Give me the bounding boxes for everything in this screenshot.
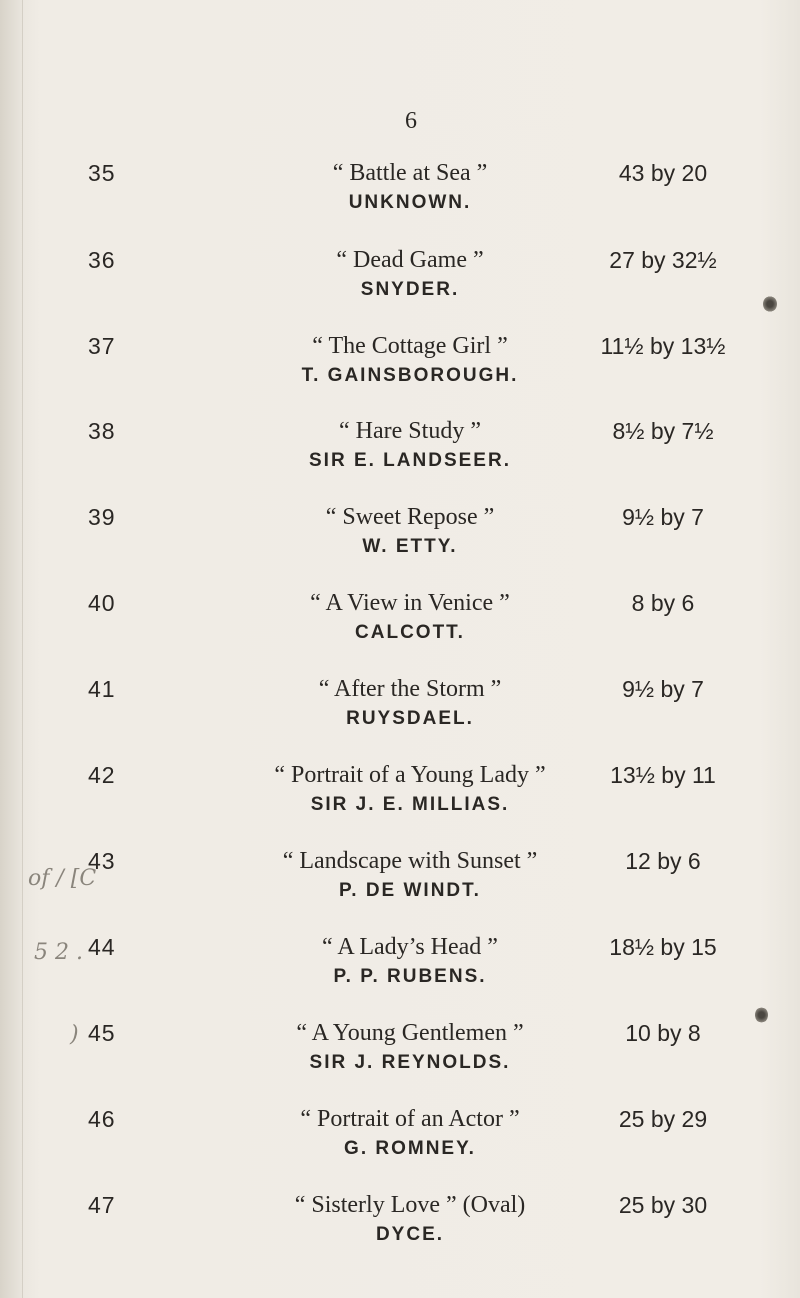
painting-size: 27 by 32½ [609,247,717,273]
painting-size: 12 by 6 [625,848,701,874]
lot-number: 47 [88,1192,116,1218]
catalogue-entry [0,1106,800,1186]
painting-title: “ A Young Gentlemen ” [296,1020,524,1046]
painting-title: “ Portrait of a Young Lady ” [274,762,546,788]
page-number: 6 [405,108,417,134]
artist-name: DYCE. [375,1224,445,1245]
lot-number: 44 [88,934,116,960]
lot-number: 37 [88,333,116,359]
ink-stain [763,296,777,312]
lot-number: 41 [88,676,116,702]
catalogue-entry [0,762,800,842]
catalogue-entry [0,247,800,327]
painting-title: “ A View in Venice ” [310,590,510,616]
lot-number: 38 [88,418,116,444]
artist-name: SIR E. LANDSEER. [309,450,511,471]
artist-name: CALCOTT. [355,622,465,643]
lot-number: 35 [88,160,116,186]
painting-size: 9½ by 7 [622,504,704,530]
artist-name: W. ETTY. [362,536,458,557]
catalogue-entry [0,504,800,584]
ink-stain [755,1007,768,1023]
lot-number: 45 [88,1020,116,1046]
lot-number: 43 [88,848,116,874]
painting-title: “ Sisterly Love ” (Oval) [294,1192,526,1218]
artist-name: P. P. RUBENS. [333,966,487,987]
lot-number: 36 [88,247,116,273]
artist-name: RUYSDAEL. [346,708,474,729]
lot-number: 46 [88,1106,116,1132]
lot-number: 42 [88,762,116,788]
catalogue-entry [0,418,800,498]
catalogue-entry [0,160,800,240]
lot-number: 40 [88,590,116,616]
catalogue-entry [0,848,800,928]
painting-size: 18½ by 15 [609,934,717,960]
artist-name: UNKNOWN. [348,192,472,213]
pencil-annotation: 5 2 . [34,940,83,965]
lot-number: 39 [88,504,116,530]
painting-size: 13½ by 11 [610,762,716,788]
catalogue-entry [0,333,800,413]
painting-size: 25 by 29 [618,1106,708,1132]
pencil-annotation: of / [C [28,866,97,891]
painting-title: “ Dead Game ” [336,247,484,273]
artist-name: SIR J. E. MILLIAS. [310,794,510,815]
painting-size: 8½ by 7½ [612,418,714,444]
artist-name: G. ROMNEY. [344,1138,476,1159]
painting-size: 9½ by 7 [622,676,704,702]
artist-name: SNYDER. [360,279,460,300]
catalogue-entry [0,1192,800,1272]
artist-name: T. GAINSBOROUGH. [301,365,519,386]
painting-title: “ Portrait of an Actor ” [300,1106,520,1132]
painting-size: 25 by 30 [618,1192,708,1218]
painting-title: “ Landscape with Sunset ” [282,848,538,874]
artist-name: P. DE WINDT. [339,880,481,901]
catalogue-entry [0,676,800,756]
catalogue-entry [0,934,800,1014]
painting-title: “ Sweet Repose ” [325,504,495,530]
catalogue-entry [0,1020,800,1100]
catalogue-entry [0,590,800,670]
painting-size: 8 by 6 [631,590,695,616]
painting-title: “ Hare Study ” [339,418,481,444]
painting-title: “ After the Storm ” [318,676,502,702]
painting-title: “ A Lady’s Head ” [322,934,498,960]
painting-size: 10 by 8 [625,1020,701,1046]
pencil-annotation: ) [70,1022,79,1047]
painting-title: “ Battle at Sea ” [332,160,488,186]
painting-size: 11½ by 13½ [600,333,726,359]
painting-title: “ The Cottage Girl ” [312,333,508,359]
painting-size: 43 by 20 [618,160,708,186]
artist-name: SIR J. REYNOLDS. [309,1052,511,1073]
